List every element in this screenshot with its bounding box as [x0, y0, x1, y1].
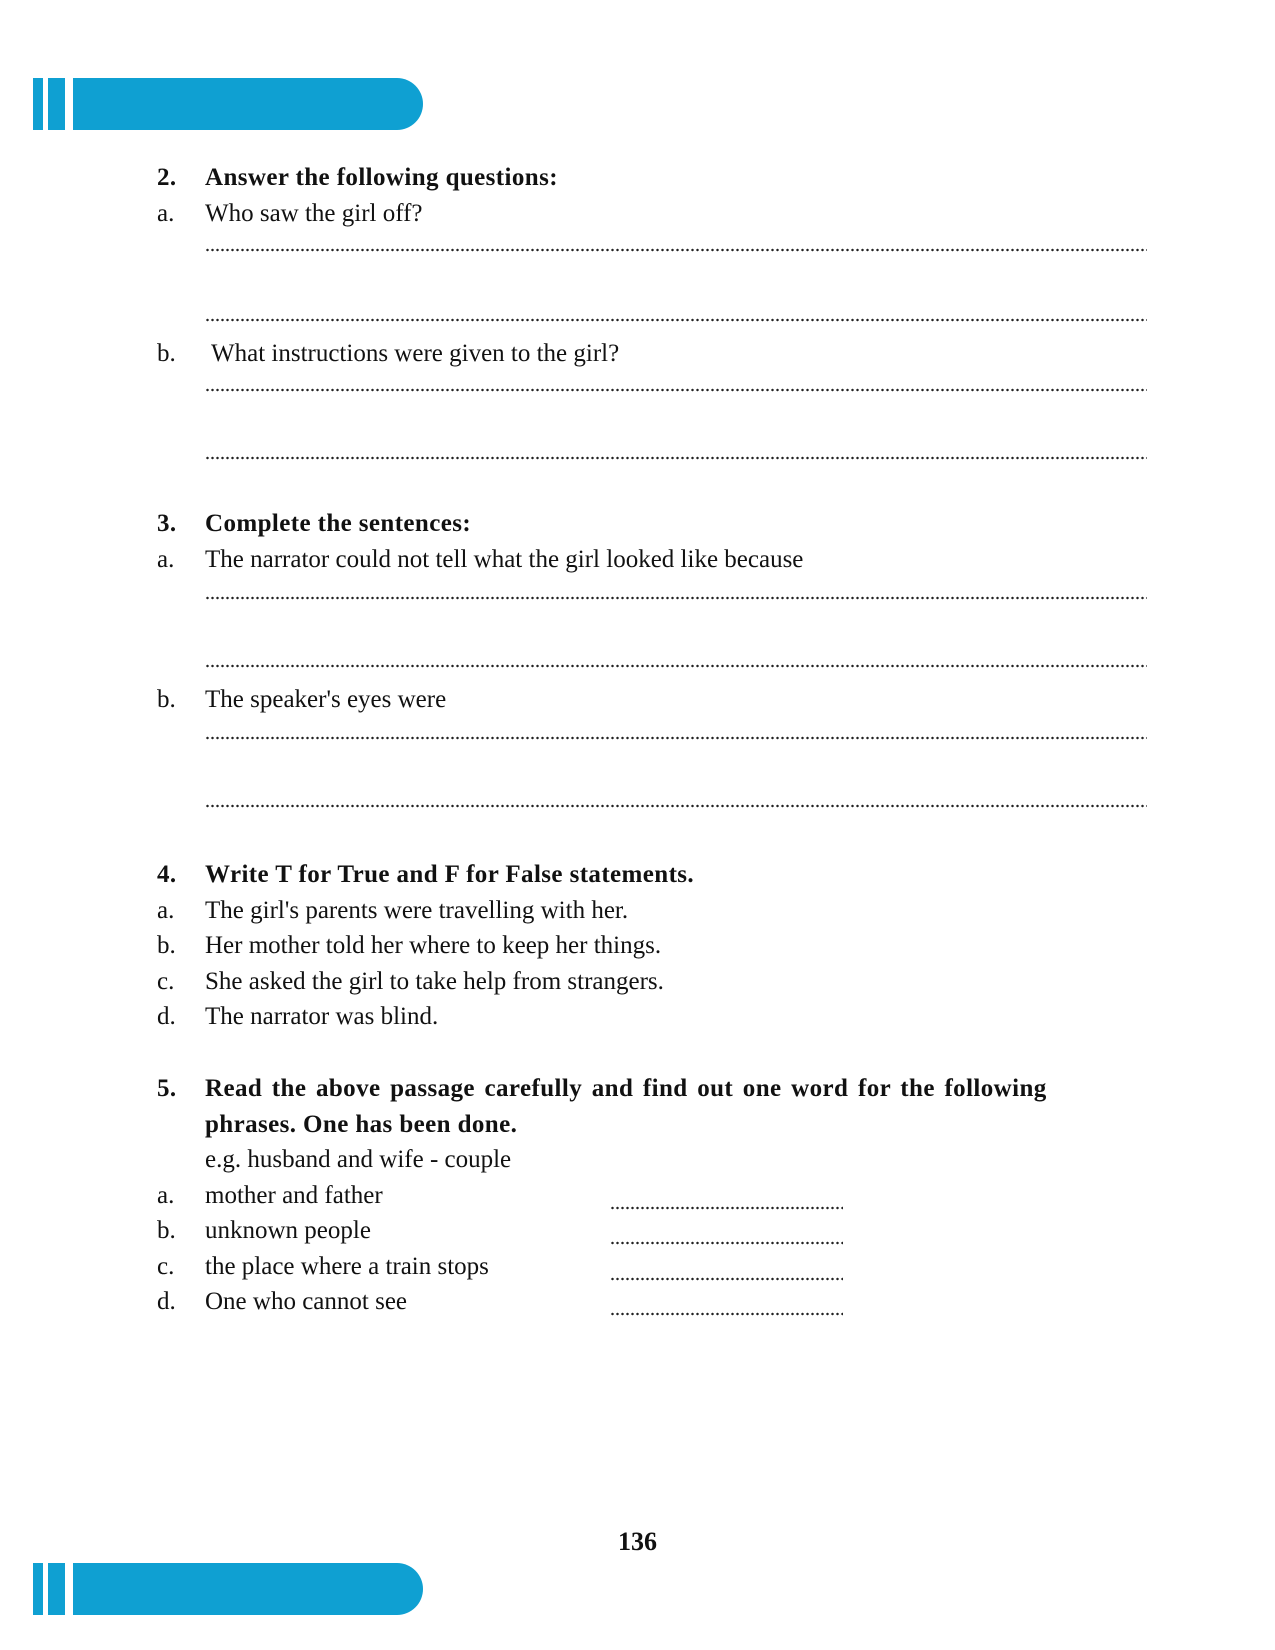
question-title: Write T for True and F for False statements.	[205, 861, 695, 888]
example-text: e.g. husband and wife - couple	[205, 1146, 512, 1173]
question-title: Complete the sentences:	[205, 510, 472, 537]
item-text: She asked the girl to take help from strangers.	[205, 968, 664, 995]
item-label: b.	[157, 340, 176, 367]
item-label: b.	[157, 686, 176, 713]
question-title: phrases. One has been done.	[205, 1111, 518, 1138]
item-label: b.	[157, 1217, 176, 1244]
item-label: a.	[157, 546, 175, 573]
item-text: Her mother told her where to keep her things.	[205, 932, 662, 959]
question-number: 2.	[157, 164, 177, 191]
answer-line[interactable]	[205, 594, 1147, 602]
item-label: c.	[157, 968, 175, 995]
answer-line[interactable]	[205, 386, 1147, 394]
item-label: d.	[157, 1288, 176, 1315]
answer-line[interactable]	[205, 246, 1147, 254]
answer-line[interactable]	[610, 1275, 843, 1283]
answer-line[interactable]	[610, 1239, 843, 1247]
answer-line[interactable]	[205, 802, 1147, 810]
answer-line[interactable]	[205, 662, 1147, 670]
item-label: d.	[157, 1003, 176, 1030]
item-text: The narrator was blind.	[205, 1003, 439, 1030]
item-text: What instructions were given to the girl?	[211, 340, 620, 367]
question-title: Read the above passage carefully and find out one word for the following	[205, 1075, 1047, 1102]
item-text: the place where a train stops	[205, 1253, 489, 1280]
question-number: 5.	[157, 1075, 177, 1102]
question-title: Answer the following questions:	[205, 164, 558, 191]
item-text: Who saw the girl off?	[205, 200, 423, 227]
item-label: c.	[157, 1253, 175, 1280]
header-bar	[33, 78, 423, 130]
answer-line[interactable]	[610, 1310, 843, 1318]
page-number: 136	[618, 1527, 657, 1556]
answer-line[interactable]	[205, 734, 1147, 742]
item-text: unknown people	[205, 1217, 371, 1244]
answer-line[interactable]	[610, 1204, 843, 1212]
item-label: a.	[157, 200, 175, 227]
question-number: 4.	[157, 861, 177, 888]
item-text: The narrator could not tell what the girl looked like because	[205, 546, 804, 573]
answer-line[interactable]	[205, 454, 1147, 462]
footer-bar	[33, 1563, 423, 1615]
item-text: mother and father	[205, 1182, 383, 1209]
answer-line[interactable]	[205, 316, 1147, 324]
item-label: a.	[157, 897, 175, 924]
item-text: One who cannot see	[205, 1288, 408, 1315]
item-label: a.	[157, 1182, 175, 1209]
item-text: The speaker's eyes were	[205, 686, 447, 713]
question-number: 3.	[157, 510, 177, 537]
item-text: The girl's parents were travelling with her.	[205, 897, 629, 924]
item-label: b.	[157, 932, 176, 959]
